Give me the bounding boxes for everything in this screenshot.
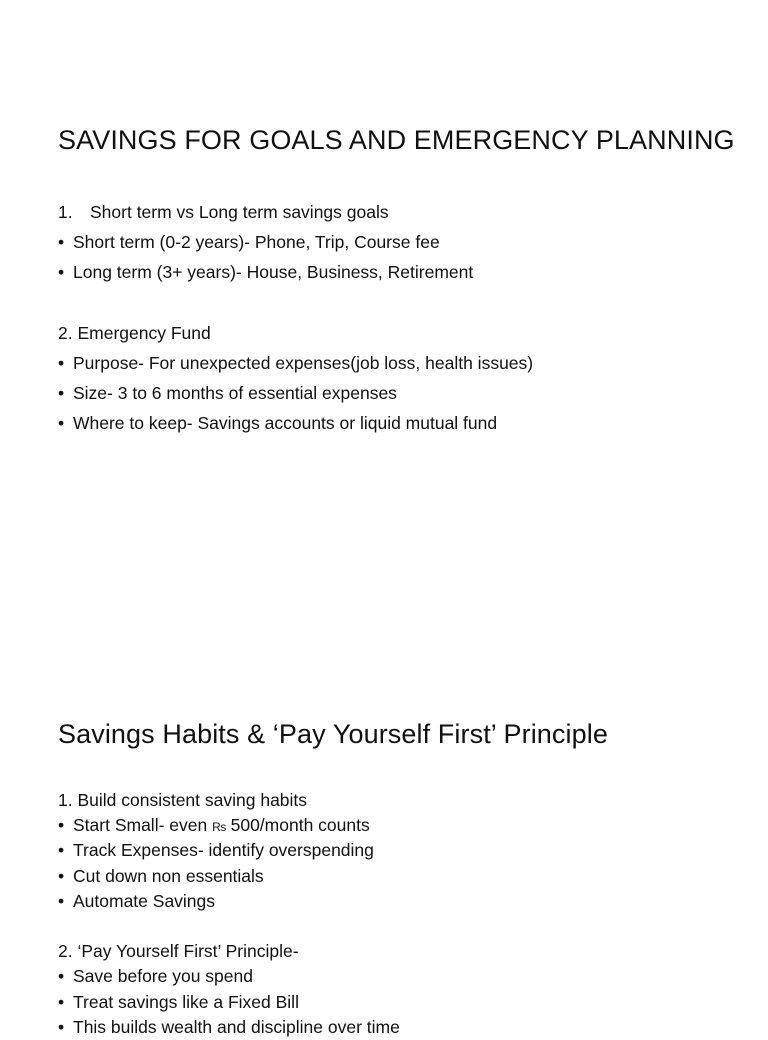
section-heading-text: Short term vs Long term savings goals	[90, 202, 389, 222]
slide-body	[58, 788, 748, 1040]
list-item	[58, 348, 748, 378]
bullet-icon: •	[58, 815, 65, 836]
list-item	[58, 813, 748, 838]
list-item	[58, 257, 748, 287]
bullet-icon: •	[58, 383, 65, 404]
list-item	[58, 838, 748, 863]
slide-body	[58, 197, 748, 439]
bullet-icon: •	[58, 232, 65, 253]
list-item-text: Where to keep- Savings accounts or liquid mutual fund	[73, 413, 498, 434]
list-item-text	[58, 815, 370, 835]
bullet-icon: •	[58, 840, 65, 861]
list-item-text: This builds wealth and discipline over time	[73, 1016, 400, 1037]
list-item-text: Treat savings like a Fixed Bill	[73, 991, 299, 1012]
slide-savings-habits	[0, 512, 768, 1037]
bullet-icon: •	[58, 262, 65, 283]
slide-title: Savings Habits & ‘Pay Yourself First’ Principle	[58, 719, 608, 749]
section-heading: 1. Build consistent saving habits	[58, 790, 308, 810]
list-item-text: Purpose- For unexpected expenses(job loss, health issues)	[73, 352, 534, 373]
section-heading	[58, 197, 748, 227]
bullet-icon: •	[58, 413, 65, 434]
slide-title: SAVINGS FOR GOALS AND EMERGENCY PLANNING	[58, 125, 735, 155]
bullet-icon: •	[58, 865, 65, 886]
bullet-icon: •	[58, 991, 65, 1012]
bullet-icon: •	[58, 890, 65, 911]
list-item	[58, 1015, 748, 1040]
list-item	[58, 378, 748, 408]
list-item-text-start: Start Small- even	[73, 815, 213, 836]
list-item-text: Size- 3 to 6 months of essential expenses	[73, 383, 397, 404]
section-heading: 2. Emergency Fund	[58, 322, 211, 343]
list-item-text: Automate Savings	[73, 890, 216, 911]
list-item	[58, 408, 748, 438]
section-heading: 2. ‘Pay Yourself First’ Principle-	[58, 941, 299, 962]
list-item	[58, 964, 748, 989]
bullet-icon: •	[58, 966, 65, 987]
bullet-icon: •	[58, 1016, 65, 1037]
rupee-symbol: Rs	[212, 820, 226, 835]
list-item-text-end: 500/month counts	[225, 815, 370, 836]
list-item-text: Long term (3+ years)- House, Business, Retirement	[73, 262, 474, 283]
paragraph-spacer	[58, 288, 748, 318]
section-number: 1.	[58, 202, 73, 222]
list-item-text: Cut down non essentials	[73, 865, 264, 886]
paragraph-spacer	[58, 914, 748, 939]
bullet-icon: •	[58, 352, 65, 373]
list-item	[58, 889, 748, 914]
list-item-text: Short term (0-2 years)- Phone, Trip, Course fee	[73, 232, 440, 253]
list-item	[58, 227, 748, 257]
list-item	[58, 864, 748, 889]
list-item-text: Save before you spend	[73, 966, 253, 987]
slide-goals-emergency	[0, 0, 768, 512]
list-item	[58, 990, 748, 1015]
list-item-text: Track Expenses- identify overspending	[73, 840, 374, 861]
